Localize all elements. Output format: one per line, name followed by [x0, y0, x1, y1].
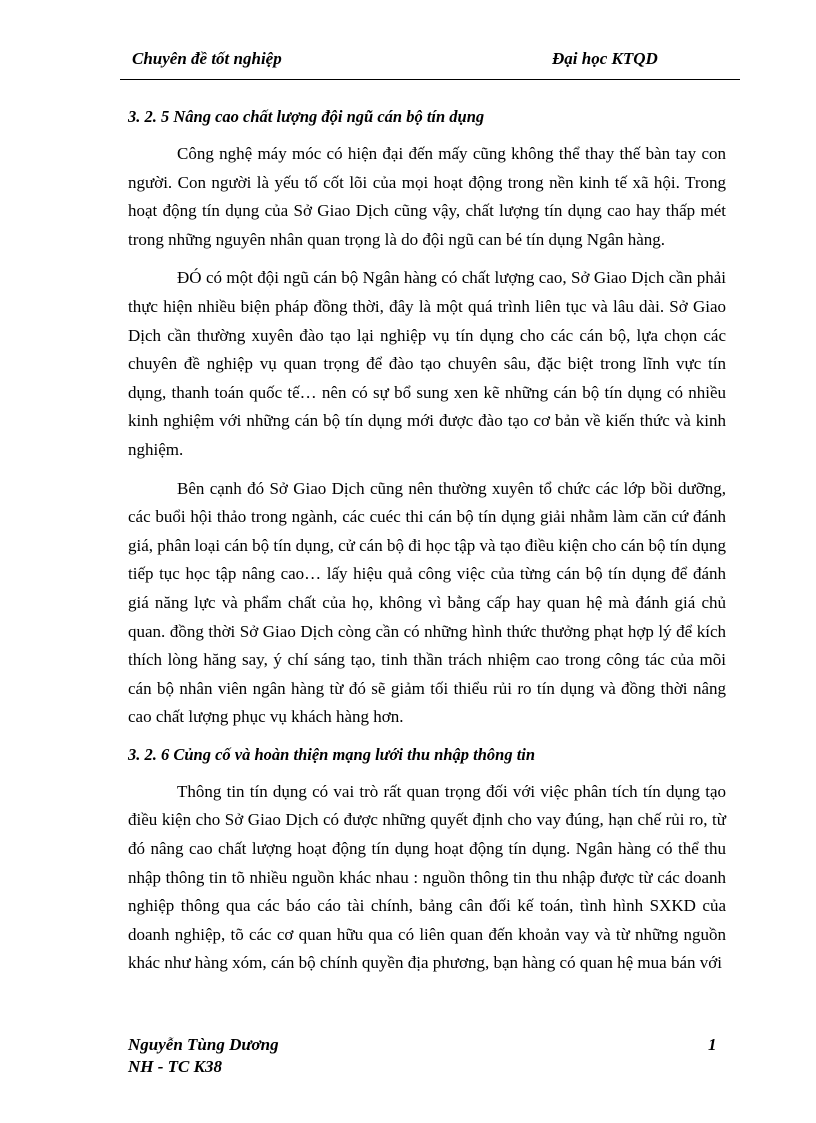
footer-class: NH - TC K38	[128, 1057, 222, 1076]
header-divider	[120, 79, 740, 80]
footer-author: Nguyễn Tùng Dương	[128, 1035, 279, 1054]
section-heading-3-2-5: 3. 2. 5 Nâng cao chất lượng đội ngũ cán bộ tín dụng	[128, 107, 485, 126]
paragraph: Thông tin tín dụng có vai trò rất quan trọng đối với việc phân tích tín dụng tạo điều kiện cho Sở Giao Dịch có được những quyết định cho vay đúng, hạn chế rủi ro, từ đó nâng cao chất lượng hoạt động tín dụng hoạt động tín dụng. Ngân hàng có thể thu nhập thông tin tõ nhiều nguồn khác nhau : nguồn thông tin thu nhập được từ các doanh nghiệp thông qua các báo cáo tài chính, bảng cân đối kế toán, tình hình SXKD của doanh nghiệp, tõ các cơ quan hữu qua có liên quan đến khoản vay và từ những nguồn khác như hàng xóm, cán bộ chính quyền địa phương, bạn hàng có quan hệ mua bán với	[128, 781, 726, 973]
header-thesis-title: Chuyên đề tốt nghiệp	[132, 49, 282, 68]
page-number: 1	[708, 1035, 717, 1054]
paragraph: Bên cạnh đó Sở Giao Dịch cũng nên thường xuyên tổ chức các lớp bồi dưỡng, các buổi hội thảo trong ngành, các cuéc thi cán bộ tín dụng giải nhằm làm căn cứ đánh giá, phân loại cán bộ tín dụng, cử cán bộ đi học tập và tạo điều kiện cho cán bộ tín dụng tiếp tục học tập nâng cao… lấy hiệu quả công việc của từng cán bộ tín dụng để đánh giá năng lực và phẩm chất của họ, không vì bằng cấp hay quan hệ mà đánh giá chủ quan. đồng thời Sở Giao Dịch còng cần có những hình thức thưởng phạt hợp lý để kích thích lòng hăng say, ý chí sáng tạo, tinh thần trách nhiệm cao trong công tác của mõi cán bộ nhân viên ngân hàng từ đó sẽ giảm tối thiểu rủi ro tín dụng và đồng thời nâng cao chất lượng phục vụ khách hàng hơn.	[128, 478, 726, 727]
header-university: Đại học KTQD	[552, 49, 658, 68]
document-body	[128, 104, 726, 988]
paragraph: Công nghệ máy móc có hiện đại đến mấy cũng không thể thay thế bàn tay con người. Con người là yếu tố cốt lõi của mọi hoạt động trong nền kinh tế xã hội. Trong hoạt động tín dụng của Sở Giao Dịch cũng vậy, chất lượng tín dụng cao hay thấp mét trong những nguyên nhân quan trọng là do đội ngũ can bé tín dụng Ngân hàng.	[128, 144, 726, 249]
paragraph: ĐÓ có một đội ngũ cán bộ Ngân hàng có chất lượng cao, Sở Giao Dịch cần phải thực hiện nhiều biện pháp đồng thời, đây là một quá trình liên tục và lâu dài. Sở Giao Dịch cần thường xuyên đào tạo lại nghiệp vụ tín dụng cho các cán bộ, lựa chọn các chuyên đề nghiệp vụ quan trọng để đào tạo chuyên sâu, đặc biệt trong lĩnh vực tín dụng, thanh toán quốc tế… nên có sự bổ sung xen kẽ những cán bộ tín dụng có nhiều kinh nghiệm với những cán bộ tín dụng mới được đào tạo cơ bản về kiến thức và kinh nghiệm.	[128, 268, 726, 459]
section-heading-3-2-6: 3. 2. 6 Củng cố và hoàn thiện mạng lưới thu nhập thông tin	[128, 744, 536, 764]
